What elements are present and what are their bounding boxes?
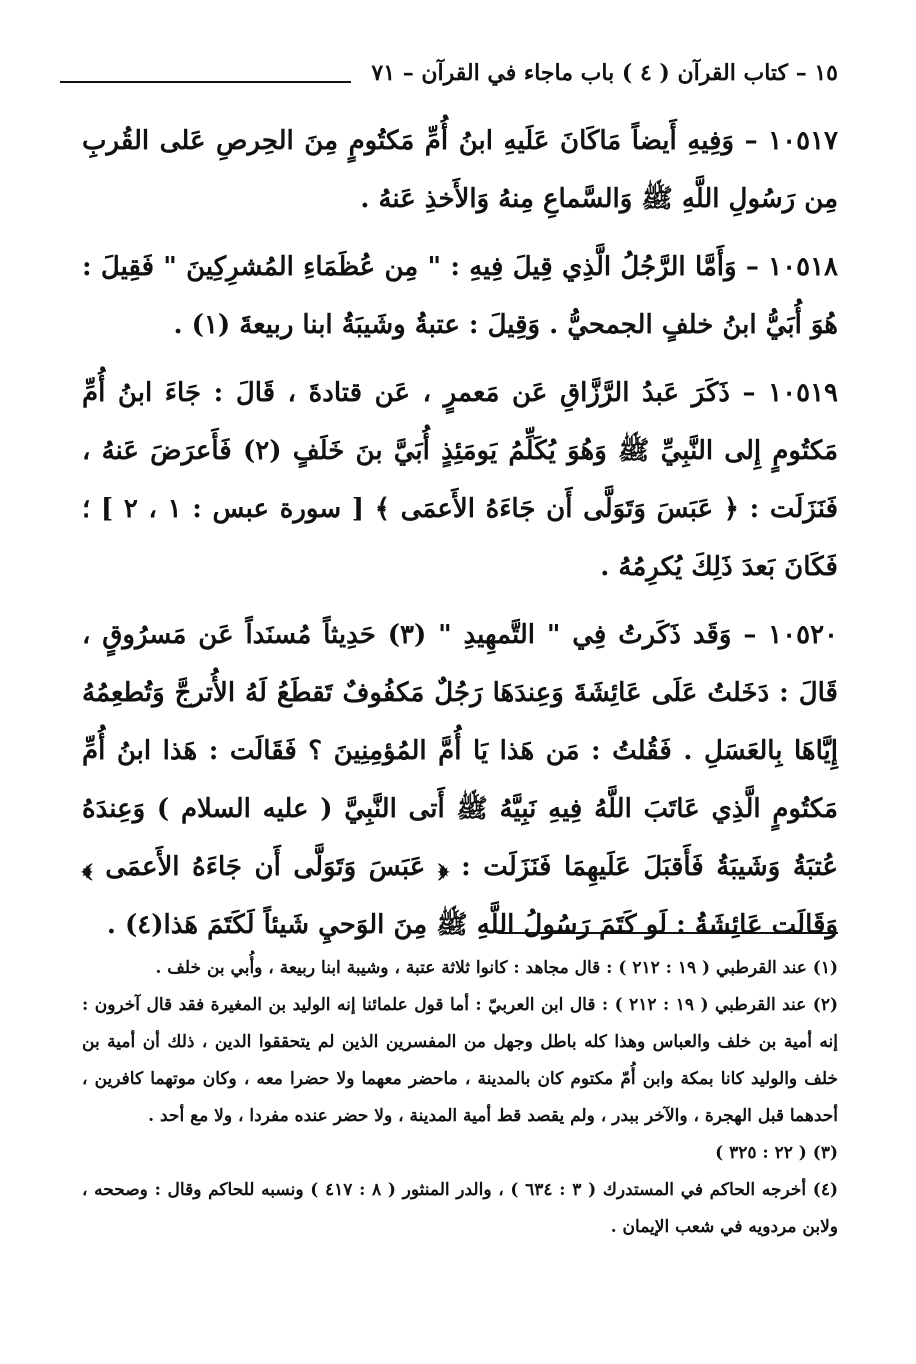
paragraph-10518: ١٠٥١٨ – وَأَمَّا الرَّجُلُ الَّذِي قِيلَ فِيهِ : " مِن عُظَمَاءِ المُشرِكِينَ " فَقِيلَ : هُوَ أُبَيُّ ابنُ خلفٍ الجمحيُّ . وَقِيلَ : عتبةُ وشَيبَةُ ابنا ربيعةَ (١) . <box>82 252 838 340</box>
footnote-3: (٣) ( ٢٢ : ٣٢٥ ) <box>715 1143 838 1163</box>
footnote-separator <box>498 932 838 934</box>
main-text <box>82 112 838 964</box>
paragraph-10520: ١٠٥٢٠ – وَقَد ذَكَرتُ فِي " التَّمهِيدِ " (٣) حَدِيثاً مُسنَداً عَن مَسرُوقٍ ، قَالَ : دَخَلتُ عَلَى عَائِشَةَ وَعِندَهَا رَجُلٌ مَكفُوفٌ تَقطَعُ لَهُ الأُترجَّ وَتُطعِمُهُ إِيَّاهَا بِالعَسَلِ . فَقُلتُ : مَن هَذا يَا أُمَّ المُؤمِنِينَ ؟ فَقَالَت : هَذا ابنُ أُمِّ مَكتُومٍ الَّذِي عَاتَبَ اللَّهُ فِيهِ نَبِيَّهُ ﷺ أَتى النَّبِيَّ ( عليه السلام ) وَعِندَهُ عُتبَةُ وَشَيبَةُ فَأَقبَلَ عَلَيهِمَا فَنَزَلَت : ﴿ عَبَسَ وَتَوَلَّى أَن جَاءَهُ الأَعمَى ﴾ وَقَالَت عَائِشَةُ : لَو كَتَمَ رَسُولُ اللَّهِ ﷺ مِنَ الوَحيِ شَيئاً لَكَتَمَ هَذا(٤) . <box>82 620 838 940</box>
footnotes <box>82 950 838 1246</box>
paragraph-10519: ١٠٥١٩ – ذَكَرَ عَبدُ الرَّزَّاقِ عَن مَعمرٍ ، عَن قتادةَ ، قَالَ : جَاءَ ابنُ أُمِّ مَكتُومٍ إِلى النَّبِيِّ ﷺ وَهُوَ يُكَلِّمُ يَومَئِذٍ أُبَيَّ بنَ خَلَفٍ (٢) فَأَعرَضَ عَنهُ ، فَنَزَلَت : ﴿ عَبَسَ وَتَوَلَّى أَن جَاءَهُ الأَعمَى ﴾ [ سورة عبس : ١ ، ٢ ] ؛ فَكَانَ بَعدَ ذَلِكَ يُكرِمُهُ . <box>82 378 838 582</box>
footnote-1: (١) عند القرطبي ( ١٩ : ٢١٢ ) : قال مجاهد : كانوا ثلاثة عتبة ، وشيبة ابنا ربيعة ، وأُبي بن خلف . <box>155 958 838 978</box>
running-title: ١٥ – كتاب القرآن ( ٤ ) باب ماجاء في القرآن – ٧١ <box>371 60 838 86</box>
footnote-2: (٢) عند القرطبي ( ١٩ : ٢١٢ ) : قال ابن العربيّ : أما قول علمائنا إنه الوليد بن المغيرة فقد قال آخرون : إنه أمية بن خلف والعباس وهذا كله باطل وجهل من المفسرين الذين لم يتحققوا الدين ، ذلك أن أمية بن خلف والوليد كانا بمكة وابن أُمّ مكتوم كان بالمدينة ، ماحضر معهما ولا حضرا معه ، وكان موتهما كافرين ، أحدهما قبل الهجرة ، والآخر ببدر ، ولم يقصد قط أمية المدينة ، ولا حضر عنده مفردا ، ولا مع أحد . <box>82 995 838 1126</box>
header-rule <box>60 81 351 83</box>
page-header <box>60 50 838 96</box>
footnote-4: (٤) أخرجه الحاكم في المستدرك ( ٣ : ٦٣٤ ) ، والدر المنثور ( ٨ : ٤١٧ ) ونسبه للحاكم وقال : وصححه ، ولابن مردويه في شعب الإيمان . <box>82 1180 838 1237</box>
paragraph-10517: ١٠٥١٧ – وَفِيهِ أَيضاً مَاكَانَ عَلَيهِ ابنُ أُمِّ مَكتُومٍ مِنَ الحِرصِ عَلى القُربِ مِن رَسُولِ اللَّهِ ﷺ وَالسَّماعِ مِنهُ وَالأَخذِ عَنهُ . <box>82 126 838 214</box>
